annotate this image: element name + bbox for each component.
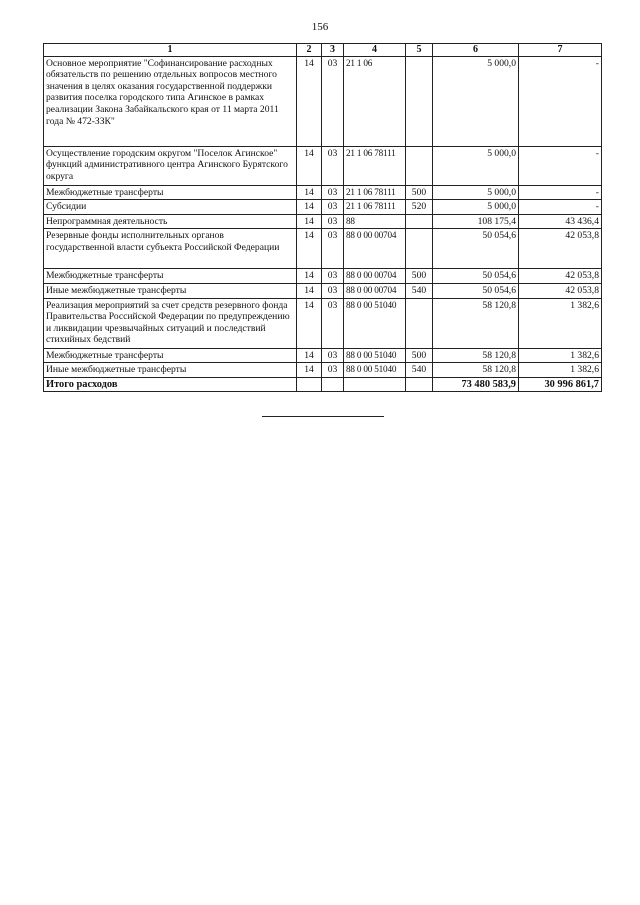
row-target-code: 88 0 00 00704	[344, 229, 406, 269]
row-sum-2: -	[519, 56, 602, 146]
row-sum-1: 50 054,6	[433, 229, 519, 269]
row-subsection: 03	[322, 283, 344, 298]
total-sum-1: 73 480 583,9	[433, 377, 519, 392]
row-target-code: 21 1 06 78111	[344, 185, 406, 200]
row-sum-2: 42 053,8	[519, 269, 602, 284]
row-expense-type: 500	[406, 269, 433, 284]
row-target-code: 21 1 06 78111	[344, 200, 406, 215]
table-row	[44, 200, 602, 215]
row-subsection: 03	[322, 56, 344, 146]
expenditure-table	[43, 43, 602, 392]
row-expense-type	[406, 146, 433, 185]
row-sum-2: 1 382,6	[519, 298, 602, 348]
column-header: 1	[44, 44, 297, 57]
row-section: 14	[297, 348, 322, 363]
row-target-code: 88 0 00 51040	[344, 298, 406, 348]
total-label: Итого расходов	[44, 377, 297, 392]
row-target-code: 88 0 00 51040	[344, 363, 406, 378]
row-sum-2: 42 053,8	[519, 229, 602, 269]
row-name: Непрограммная деятельность	[44, 214, 297, 229]
row-sum-1: 108 175,4	[433, 214, 519, 229]
row-sum-2: 43 436,4	[519, 214, 602, 229]
table-row	[44, 283, 602, 298]
column-header: 2	[297, 44, 322, 57]
row-sum-1: 5 000,0	[433, 56, 519, 146]
end-rule	[262, 416, 384, 417]
row-sum-2: 1 382,6	[519, 348, 602, 363]
row-subsection: 03	[322, 185, 344, 200]
row-sum-2: -	[519, 146, 602, 185]
row-subsection: 03	[322, 269, 344, 284]
table-row	[44, 269, 602, 284]
row-name: Иные межбюджетные трансферты	[44, 363, 297, 378]
table-row	[44, 348, 602, 363]
row-sum-1: 5 000,0	[433, 200, 519, 215]
table-row	[44, 363, 602, 378]
empty-cell	[344, 377, 406, 392]
row-target-code: 88	[344, 214, 406, 229]
row-section: 14	[297, 229, 322, 269]
row-name: Межбюджетные трансферты	[44, 269, 297, 284]
row-sum-1: 58 120,8	[433, 298, 519, 348]
row-expense-type: 500	[406, 185, 433, 200]
row-sum-1: 50 054,6	[433, 269, 519, 284]
row-expense-type: 540	[406, 363, 433, 378]
header-row	[44, 44, 602, 57]
row-expense-type	[406, 298, 433, 348]
table-row	[44, 56, 602, 146]
row-section: 14	[297, 56, 322, 146]
column-header: 6	[433, 44, 519, 57]
table-row	[44, 298, 602, 348]
row-expense-type: 520	[406, 200, 433, 215]
row-name: Межбюджетные трансферты	[44, 348, 297, 363]
row-sum-1: 5 000,0	[433, 185, 519, 200]
column-header: 4	[344, 44, 406, 57]
row-expense-type: 500	[406, 348, 433, 363]
page-number: 156	[311, 21, 329, 33]
row-target-code: 88 0 00 00704	[344, 269, 406, 284]
row-expense-type: 540	[406, 283, 433, 298]
row-subsection: 03	[322, 146, 344, 185]
row-sum-1: 58 120,8	[433, 363, 519, 378]
row-expense-type	[406, 229, 433, 269]
column-header: 7	[519, 44, 602, 57]
row-name: Субсидии	[44, 200, 297, 215]
row-target-code: 21 1 06	[344, 56, 406, 146]
row-sum-2: -	[519, 185, 602, 200]
empty-cell	[322, 377, 344, 392]
row-sum-2: -	[519, 200, 602, 215]
row-section: 14	[297, 214, 322, 229]
row-sum-1: 5 000,0	[433, 146, 519, 185]
row-name: Основное мероприятие "Софинансирование расходных обязательств по решению отдельных вопросов местного значения в целях оказания государственной поддержки развития поселка городского типа Агинское в рамках реализации Закона Забайкальского края от 11 марта 2011 года № 472-ЗЗК"	[44, 56, 297, 146]
row-name: Иные межбюджетные трансферты	[44, 283, 297, 298]
row-subsection: 03	[322, 298, 344, 348]
row-expense-type	[406, 56, 433, 146]
table-row	[44, 185, 602, 200]
table-row	[44, 146, 602, 185]
row-expense-type	[406, 214, 433, 229]
row-name: Осуществление городским округом "Поселок Агинское" функций административного центра Агинского Бурятского округа	[44, 146, 297, 185]
row-subsection: 03	[322, 363, 344, 378]
row-section: 14	[297, 200, 322, 215]
row-name: Реализация мероприятий за счет средств резервного фонда Правительства Российской Федерации по предупреждению и ликвидации чрезвычайных ситуаций и последствий стихийных бедствий	[44, 298, 297, 348]
row-target-code: 88 0 00 51040	[344, 348, 406, 363]
total-row	[44, 377, 602, 392]
table-row	[44, 229, 602, 269]
row-section: 14	[297, 146, 322, 185]
row-section: 14	[297, 185, 322, 200]
row-sum-1: 50 054,6	[433, 283, 519, 298]
row-subsection: 03	[322, 229, 344, 269]
row-target-code: 88 0 00 00704	[344, 283, 406, 298]
table-row	[44, 214, 602, 229]
row-name: Межбюджетные трансферты	[44, 185, 297, 200]
row-section: 14	[297, 298, 322, 348]
row-subsection: 03	[322, 348, 344, 363]
total-sum-2: 30 996 861,7	[519, 377, 602, 392]
empty-cell	[406, 377, 433, 392]
empty-cell	[297, 377, 322, 392]
row-target-code: 21 1 06 78111	[344, 146, 406, 185]
column-header: 5	[406, 44, 433, 57]
row-section: 14	[297, 363, 322, 378]
row-sum-2: 1 382,6	[519, 363, 602, 378]
column-header: 3	[322, 44, 344, 57]
row-sum-1: 58 120,8	[433, 348, 519, 363]
row-section: 14	[297, 269, 322, 284]
row-section: 14	[297, 283, 322, 298]
row-subsection: 03	[322, 200, 344, 215]
row-name: Резервные фонды исполнительных органов государственной власти субъекта Российской Федерации	[44, 229, 297, 269]
row-subsection: 03	[322, 214, 344, 229]
row-sum-2: 42 053,8	[519, 283, 602, 298]
